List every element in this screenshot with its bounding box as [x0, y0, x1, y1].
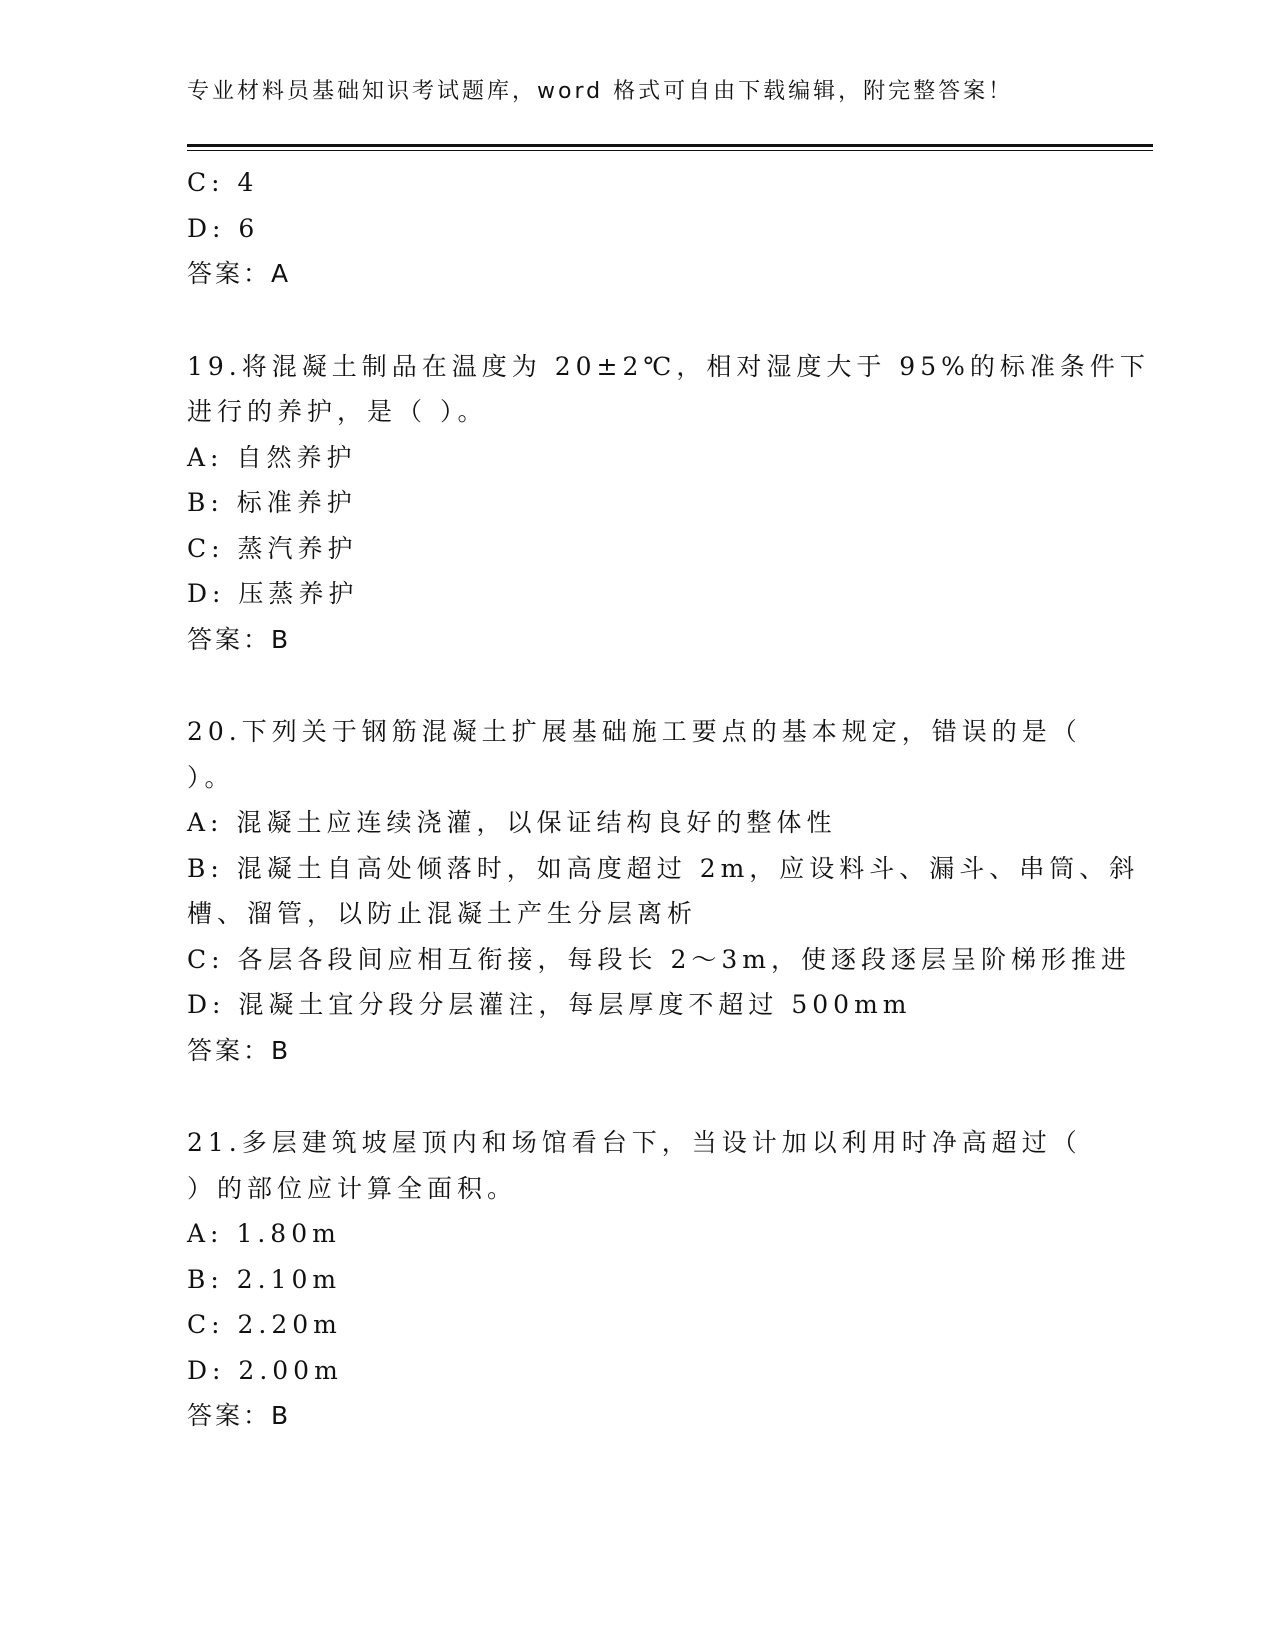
previous-question: [187, 160, 1087, 297]
header-rule-thick: [187, 144, 1153, 147]
option-c: [187, 526, 1087, 572]
option-d: [187, 1348, 1087, 1394]
question-21: [187, 1120, 1087, 1439]
option-c: [187, 160, 1087, 206]
option-b: [187, 1257, 1087, 1303]
option-text: 自然养护: [236, 442, 357, 472]
answer-line: 答案：B: [187, 624, 292, 654]
option-d: [187, 206, 1087, 252]
question-stem: 19.将混凝土制品在温度为 20±2℃，相对湿度大于 95%的标准条件下: [187, 351, 1150, 381]
option-text: 槽、溜管，以防止混凝土产生分层离析: [187, 899, 698, 928]
option-text: 各层各段间应相互衔接，每段长 2～3m，使逐段逐层呈阶梯形推进: [237, 944, 1131, 974]
option-text: 标准养护: [236, 488, 357, 517]
option-a: [187, 1211, 1087, 1257]
option-d: [187, 982, 1087, 1028]
option-text: 混凝土应连续浇灌，以保证结构良好的整体性: [236, 808, 837, 837]
option-label: C:: [187, 533, 225, 563]
option-label: D:: [187, 1355, 226, 1385]
option-text: 混凝土宜分段分层灌注，每层厚度不超过 500mm: [238, 990, 912, 1019]
document-content: [187, 160, 1150, 1439]
option-label: A:: [187, 808, 224, 837]
header-rule-thin: [187, 150, 1153, 151]
option-label: B:: [187, 488, 224, 517]
option-text: 1.80m: [236, 1219, 341, 1248]
option-b: [187, 846, 1140, 892]
option-label: B:: [187, 1264, 224, 1294]
question-stem-continued: ）。: [187, 762, 235, 792]
option-text: 压蒸养护: [238, 579, 359, 608]
option-label: A:: [187, 1219, 224, 1248]
option-text: 6: [238, 213, 260, 243]
option-label: A:: [187, 442, 224, 472]
option-c: [187, 937, 1131, 983]
question-20: [187, 709, 1140, 1073]
answer-line: 答案：A: [187, 259, 292, 288]
option-text: 2.20m: [237, 1310, 342, 1339]
option-label: D:: [187, 579, 226, 608]
question-stem-continued: ）的部位应计算全面积。: [187, 1173, 518, 1203]
option-label: C:: [187, 1310, 225, 1339]
page-header: 专业材料员基础知识考试题库，word 格式可自由下载编辑，附完整答案！: [187, 79, 1014, 104]
option-c: [187, 1302, 1087, 1348]
answer-line: 答案：B: [187, 1401, 292, 1430]
option-b: [187, 480, 1087, 526]
option-text: 蒸汽养护: [237, 533, 358, 563]
option-text: 4: [237, 168, 259, 197]
option-b-continued: [187, 891, 1087, 937]
option-label: B:: [187, 853, 224, 883]
question-19: [187, 344, 1150, 663]
question-stem: 21.多层建筑坡屋顶内和场馆看台下，当设计加以利用时净高超过（: [187, 1128, 1082, 1157]
option-d: [187, 571, 1087, 617]
option-a: [187, 435, 1087, 481]
option-text: 混凝土自高处倾落时，如高度超过 2m，应设料斗、漏斗、串筒、斜: [236, 853, 1140, 883]
question-stem: 20.下列关于钢筋混凝土扩展基础施工要点的基本规定，错误的是（: [187, 717, 1082, 746]
option-text: 2.00m: [238, 1355, 343, 1385]
option-label: D:: [187, 990, 226, 1019]
option-label: C:: [187, 944, 225, 974]
option-text: 2.10m: [236, 1264, 342, 1294]
option-label: C:: [187, 168, 225, 197]
question-stem-continued: 进行的养护，是（ ）。: [187, 397, 488, 426]
option-label: D:: [187, 213, 226, 243]
option-a: [187, 800, 1087, 846]
answer-line: 答案：B: [187, 1035, 292, 1065]
